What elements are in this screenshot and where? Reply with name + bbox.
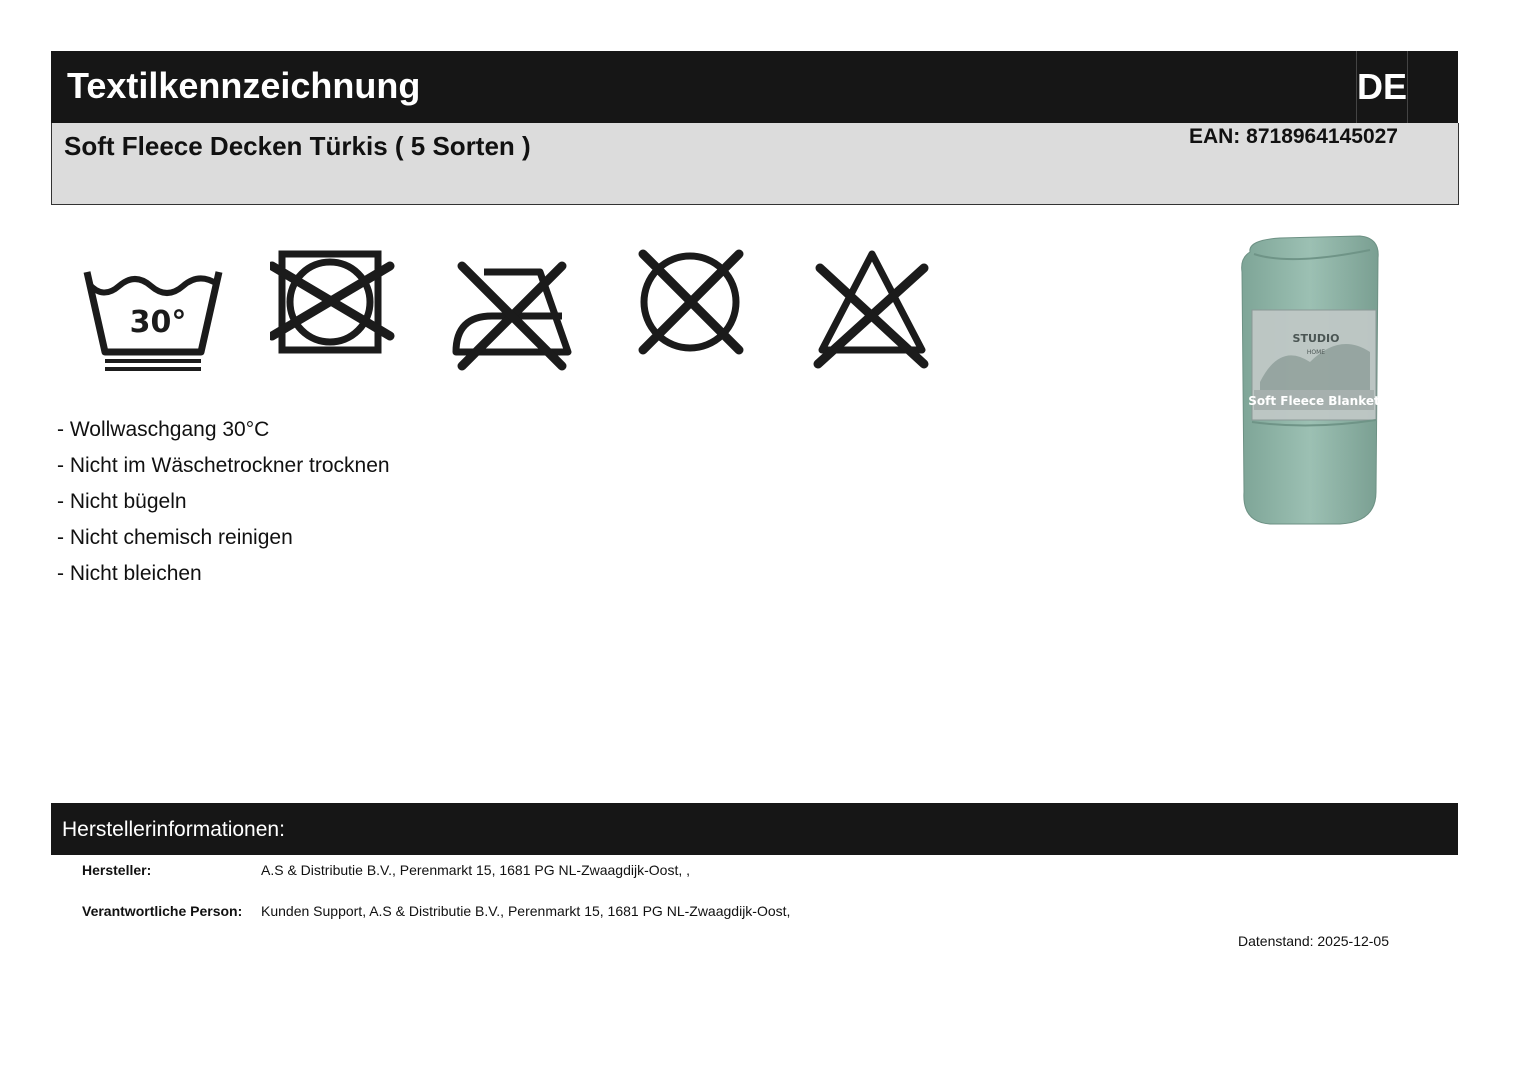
wash-30-wool-icon bbox=[83, 240, 233, 375]
no-dry-clean-icon bbox=[637, 240, 747, 360]
responsible-person-value: Kunden Support, A.S & Distributie B.V., Perenmarkt 15, 1681 PG NL-Zwaagdijk-Oost, bbox=[261, 903, 791, 919]
product-bar bbox=[51, 123, 1459, 205]
brand-name: STUDIO bbox=[1292, 332, 1340, 345]
product-name: Soft Fleece Decken Türkis ( 5 Sorten ) bbox=[64, 131, 531, 161]
care-instruction: - Nicht bügeln bbox=[57, 490, 187, 513]
language-badge: DE bbox=[1356, 51, 1408, 123]
ean-value: 8718964145027 bbox=[1246, 125, 1398, 148]
care-instruction: - Nicht im Wäschetrockner trocknen bbox=[57, 454, 390, 477]
care-symbols bbox=[75, 240, 955, 380]
brand-subtitle: HOME bbox=[1306, 349, 1326, 356]
date-stamp: Datenstand: 2025-12-05 bbox=[1238, 933, 1389, 949]
product-image bbox=[1230, 232, 1390, 532]
manufacturer-label: Hersteller: bbox=[82, 862, 152, 878]
page-title: Textilkennzeichnung bbox=[67, 65, 421, 106]
no-iron-icon bbox=[450, 240, 575, 375]
ean-code bbox=[1189, 125, 1398, 149]
product-label: Soft Fleece Blanket bbox=[1248, 394, 1380, 408]
care-instruction: - Nicht chemisch reinigen bbox=[57, 526, 293, 549]
manufacturer-section-header bbox=[51, 803, 1458, 855]
header-bar bbox=[51, 51, 1458, 123]
wash-temperature: 30° bbox=[129, 305, 187, 340]
manufacturer-section-title: Herstellerinformationen: bbox=[62, 818, 285, 841]
ean-label: EAN: bbox=[1188, 125, 1241, 148]
care-instructions-list bbox=[57, 412, 390, 592]
no-tumble-dry-icon bbox=[270, 240, 395, 355]
care-instruction: - Wollwaschgang 30°C bbox=[57, 418, 270, 441]
no-bleach-icon bbox=[812, 240, 932, 375]
care-instruction: - Nicht bleichen bbox=[57, 562, 202, 585]
responsible-person-label: Verantwortliche Person: bbox=[82, 903, 243, 919]
manufacturer-value: A.S & Distributie B.V., Perenmarkt 15, 1681 PG NL-Zwaagdijk-Oost, , bbox=[261, 862, 690, 878]
